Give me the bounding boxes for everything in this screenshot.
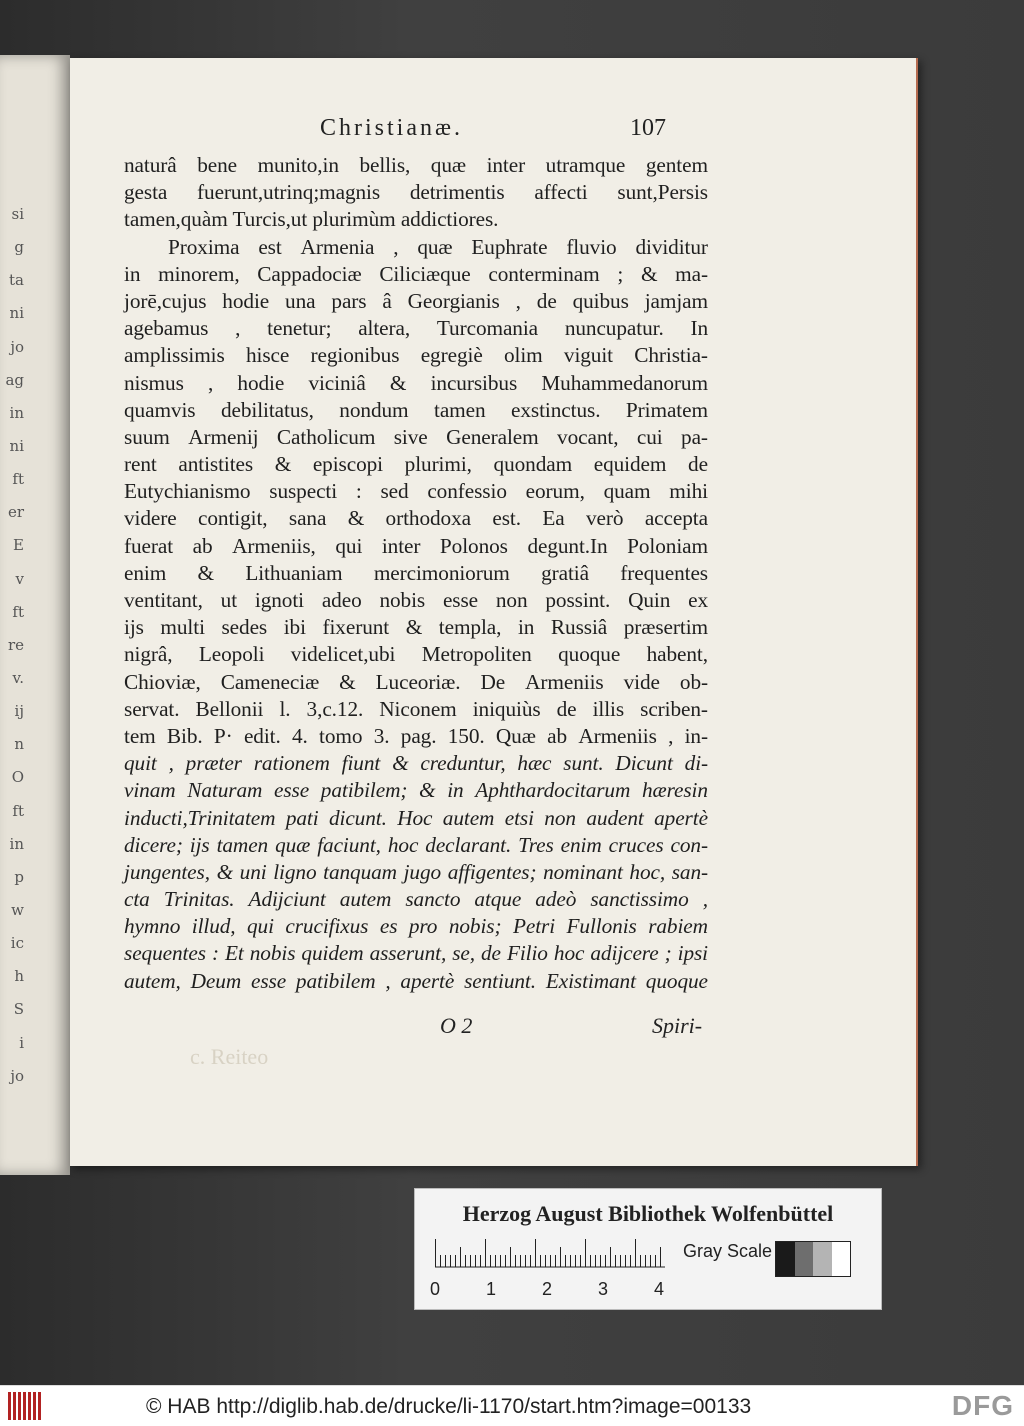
text-line: cta Trinitas. Adijciunt autem sancto atque adeò sanctissimo , [124,887,708,912]
margin-fragment: si [11,205,24,223]
copyright-link[interactable]: © HAB http://diglib.hab.de/drucke/li-1170/start.htm?image=00133 [146,1395,752,1418]
margin-fragment: er [7,503,24,522]
ruler-number: 2 [542,1279,553,1299]
running-head-title: Christianæ. [320,115,464,141]
ruler-number: 4 [654,1279,665,1299]
margin-fragment: g [14,238,24,257]
margin-fragment: i [19,1033,24,1052]
text-line: nismus , hodie viciniâ & incursibus Muhammedanorum [124,370,708,395]
text-line: ijs multi sedes ibi fixerunt & templa, in Russiâ præsertim [124,615,708,640]
margin-fragment: in [9,834,24,853]
margin-fragment: v. [12,668,24,687]
text-line: Proxima est Armenia , quæ Euphrate fluvio dividitur [168,234,708,259]
library-name: Herzog August Bibliothek Wolfenbüttel [462,1201,834,1226]
text-line: enim & Lithuaniam mercimoniorum gratiâ frequentes [124,560,708,585]
text-line: videre contigit, sana & orthodoxa est. Ea verò accepta [124,506,708,531]
margin-fragment: jo [10,1066,24,1085]
page-number: 107 [630,115,666,141]
margin-fragment: n [14,735,24,754]
dfg-logo: DFG [951,1390,1014,1421]
gray-scale-swatches [775,1241,851,1277]
text-line: nigrâ, Leopoli videlicet,ubi Metropoliten quoque habent, [124,642,708,667]
margin-fragment: w [11,900,24,919]
page-body-text [124,152,708,995]
margin-fragment: ft [12,602,24,621]
gray-swatch [776,1242,795,1276]
text-line: suum Armenij Catholicum sive Generalem vocant, cui pa- [124,424,708,449]
text-line: amplissimis hisce regionibus egregiè olim viguit Christia- [124,343,708,368]
logo-bar [13,1392,16,1420]
text-line: sequentes : Et nobis quidem asserunt, se, de Filio hoc adijcere ; ipsi [124,941,708,966]
margin-fragment: ft [12,470,24,489]
gray-scale-label: Gray Scale [683,1241,773,1261]
margin-fragment: ni [9,304,24,323]
text-line: inducti,Trinitatem pati dicunt. Hoc autem etsi non audent apertè [124,805,708,830]
text-line: jorē,cujus hodie una pars â Georgianis , de quibus jamjam [124,288,708,313]
text-line: quamvis debilitatus, nondum tamen exstinctus. Primatem [124,397,708,422]
text-line: agebamus , tenetur; altera, Turcomania nuncupatur. In [124,316,708,341]
logo-bar [33,1392,36,1420]
text-line: quit , præter rationem fiunt & creduntur, hæc sunt. Dicunt di- [124,751,708,776]
margin-fragment: ni [9,436,24,455]
text-line: autem, Deum esse patibilem , apertè sentiunt. Existimant quoque [124,968,708,993]
margin-fragment: ic [10,934,24,953]
margin-fragment: O [11,768,24,787]
text-line: naturâ bene munito,in bellis, quæ inter utramque gentem [124,153,708,177]
ruler-ticks [435,1237,675,1277]
text-line: jungentes, & uni ligno tanquam jugo affigentes; nominant hoc, san- [124,859,708,884]
faint-stamp: c. Reiteo [190,1044,269,1069]
page-foot [70,1013,916,1043]
margin-fragment: in [9,403,24,422]
logo-bar [23,1392,26,1420]
text-line: Chioviæ, Cameneciæ & Luceoriæ. De Armeniis vide ob- [124,669,708,694]
facing-page-margin-text [0,205,28,1085]
margin-fragment: v [15,569,24,588]
ruler-number: 3 [598,1279,609,1299]
text-line: dicere; ijs tamen quæ faciunt, hoc declarant. Tres enim cruces con- [124,832,708,857]
hab-logo-icon [8,1392,42,1420]
text-line: gesta fuerunt,utrinq;magnis detrimentis affecti sunt,Persis [124,180,708,205]
viewer-footer [0,1385,1024,1426]
gray-swatch [832,1242,851,1276]
gray-swatch [813,1242,832,1276]
text-line: tem Bib. P· edit. 4. tomo 3. pag. 150. Quæ ab Armeniis , in- [124,723,708,748]
margin-fragment: jo [10,337,24,356]
text-line: vinam Naturam esse patibilem; & in Aphthardocitarum hæresin [124,778,708,803]
text-line: tamen,quàm Turcis,ut plurimùm addictiores. [124,207,499,232]
text-line: rent antistites & episcopi plurimi, quondam equidem de [124,452,708,477]
text-line: Eutychianismo suspecti : sed confessio eorum, quam mihi [124,479,708,504]
text-line: hymno illud, qui crucifixus es pro nobis; Petri Fullonis rabiem [124,914,708,939]
margin-fragment: ft [12,801,24,820]
text-line: in minorem, Cappadociæ Ciliciæque conterminam ; & ma- [124,261,708,286]
logo-bar [8,1392,11,1420]
logo-bar [38,1392,41,1420]
color-calibration-card [414,1188,882,1310]
logo-bar [18,1392,21,1420]
ruler-number: 1 [486,1279,497,1299]
margin-fragment: S [13,1000,24,1019]
logo-bar [28,1392,31,1420]
margin-fragment: p [14,867,24,886]
text-line: ventitant, ut ignoti adeo nobis esse non possint. Quin ex [124,588,708,612]
book-page [70,58,918,1166]
margin-fragment: h [14,967,24,986]
margin-fragment: ij [14,702,24,721]
text-line: fuerat ab Armeniis, qui inter Polonos degunt.In Poloniam [124,533,708,558]
signature-mark: O 2 [440,1013,473,1038]
margin-fragment: ta [9,271,24,290]
catchword: Spiri- [652,1013,703,1038]
ruler-number: 0 [430,1279,441,1299]
margin-fragment: ag [5,370,24,389]
margin-fragment: re [7,635,24,654]
running-head [70,115,916,151]
facing-page-edge [0,55,70,1175]
text-line: servat. Bellonii l. 3,c.12. Niconem iniquiùs de illis scriben- [124,696,708,721]
margin-fragment: E [13,536,24,555]
ruler [435,1237,675,1277]
gray-swatch [795,1242,814,1276]
ruler-numbers [430,1279,695,1299]
